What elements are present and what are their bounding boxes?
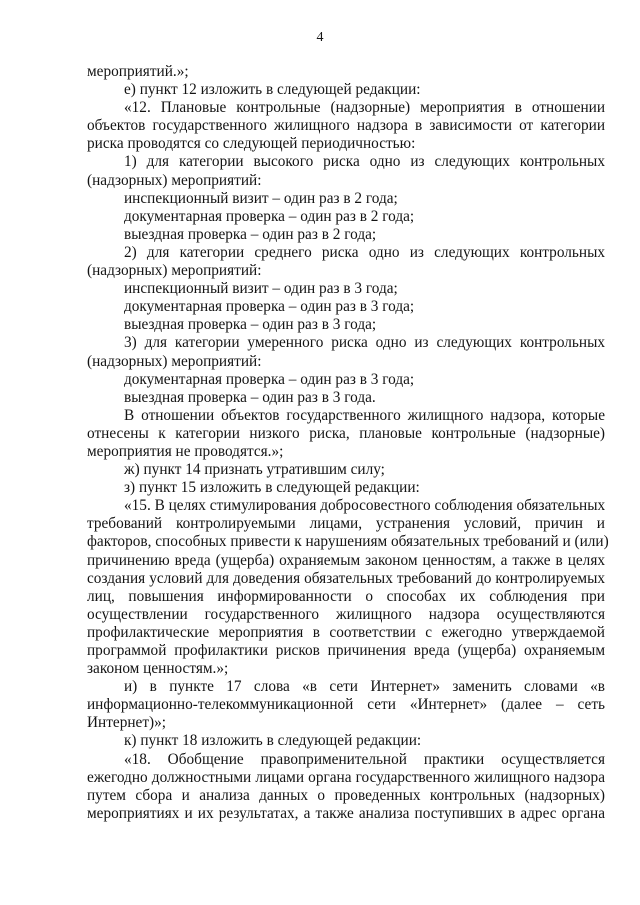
text-line: ж) пункт 14 признать утратившим силу; xyxy=(124,461,385,479)
text-line: выездная проверка – один раз в 3 года. xyxy=(124,388,376,406)
text-line: Интернет)»; xyxy=(87,714,167,732)
text-line: е) пункт 12 изложить в следующей редакции: xyxy=(124,81,421,99)
text-line: «15. В целях стимулирования добросовестного соблюдения обязательных xyxy=(124,497,606,515)
text-line: лиц, повышения информированности о способах их соблюдения при xyxy=(87,587,605,605)
text-line: документарная проверка – один раз в 2 года; xyxy=(124,207,415,225)
text-line: мероприятиях и их результатах, а также анализа поступивших в адрес органа xyxy=(87,804,605,822)
text-line: риска проводятся со следующей периодичностью: xyxy=(87,135,416,153)
text-line: з) пункт 15 изложить в следующей редакции: xyxy=(124,479,420,497)
document-body xyxy=(87,63,609,823)
text-line: 2) для категории среднего риска одно из следующих контрольных xyxy=(124,243,605,261)
text-line: выездная проверка – один раз в 3 года; xyxy=(124,316,377,334)
text-line: программой профилактики рисков причинения вреда (ущерба) охраняемым xyxy=(87,642,605,659)
text-line: 1) для категории высокого риска одно из следующих контрольных xyxy=(124,153,605,171)
text-line: к) пункт 18 изложить в следующей редакции: xyxy=(124,732,422,750)
text-line: причинению вреда (ущерба) охраняемым законом ценностям, а также в целях xyxy=(87,551,605,569)
text-line: инспекционный визит – один раз в 2 года; xyxy=(124,189,398,207)
text-line: ежегодно должностными лицами органа государственного жилищного надзора xyxy=(87,768,605,786)
text-line: выездная проверка – один раз в 2 года; xyxy=(124,225,377,243)
text-line: объектов государственного жилищного надзора в зависимости от категории xyxy=(87,117,605,135)
text-line: профилактические мероприятия в соответствии с ежегодно утверждаемой xyxy=(87,623,605,641)
text-line: требований контролируемыми лицами, устранения условий, причин и xyxy=(87,515,605,533)
text-line: факторов, способных привести к нарушениям обязательных требований и (или) xyxy=(87,533,609,551)
text-line: 3) для категории умеренного риска одно из следующих контрольных xyxy=(124,334,605,352)
text-line: В отношении объектов государственного жилищного надзора, которые xyxy=(124,406,605,424)
text-line: «12. Плановые контрольные (надзорные) мероприятия в отношении xyxy=(124,99,605,117)
text-line: «18. Обобщение правоприменительной практики осуществляется xyxy=(124,750,605,768)
text-line: создания условий для доведения обязательных требований до контролируемых xyxy=(87,569,605,587)
text-line: документарная проверка – один раз в 3 года; xyxy=(124,370,415,388)
text-line: законом ценностям.»; xyxy=(87,660,229,678)
text-line: документарная проверка – один раз в 3 года; xyxy=(124,298,415,316)
text-line: информационно-телекоммуникационной сети «Интернет» (далее – сеть xyxy=(87,696,605,714)
text-line: и) в пункте 17 слова «в сети Интернет» заменить словами «в xyxy=(124,678,605,696)
text-line: (надзорных) мероприятий: xyxy=(87,171,262,189)
page-number: 4 xyxy=(316,30,324,45)
text-line: (надзорных) мероприятий: xyxy=(87,352,262,370)
text-line: (надзорных) мероприятий: xyxy=(87,262,262,280)
text-line: мероприятия не проводятся.»; xyxy=(87,442,284,460)
text-line: осуществлении государственного жилищного надзора осуществляются xyxy=(87,605,605,623)
text-line: отнесены к категории низкого риска, плановые контрольные (надзорные) xyxy=(87,424,605,442)
text-line: инспекционный визит – один раз в 3 года; xyxy=(124,280,398,298)
text-line: мероприятий.»; xyxy=(87,63,189,80)
text-line: путем сбора и анализа данных о проведенных контрольных (надзорных) xyxy=(87,786,605,804)
